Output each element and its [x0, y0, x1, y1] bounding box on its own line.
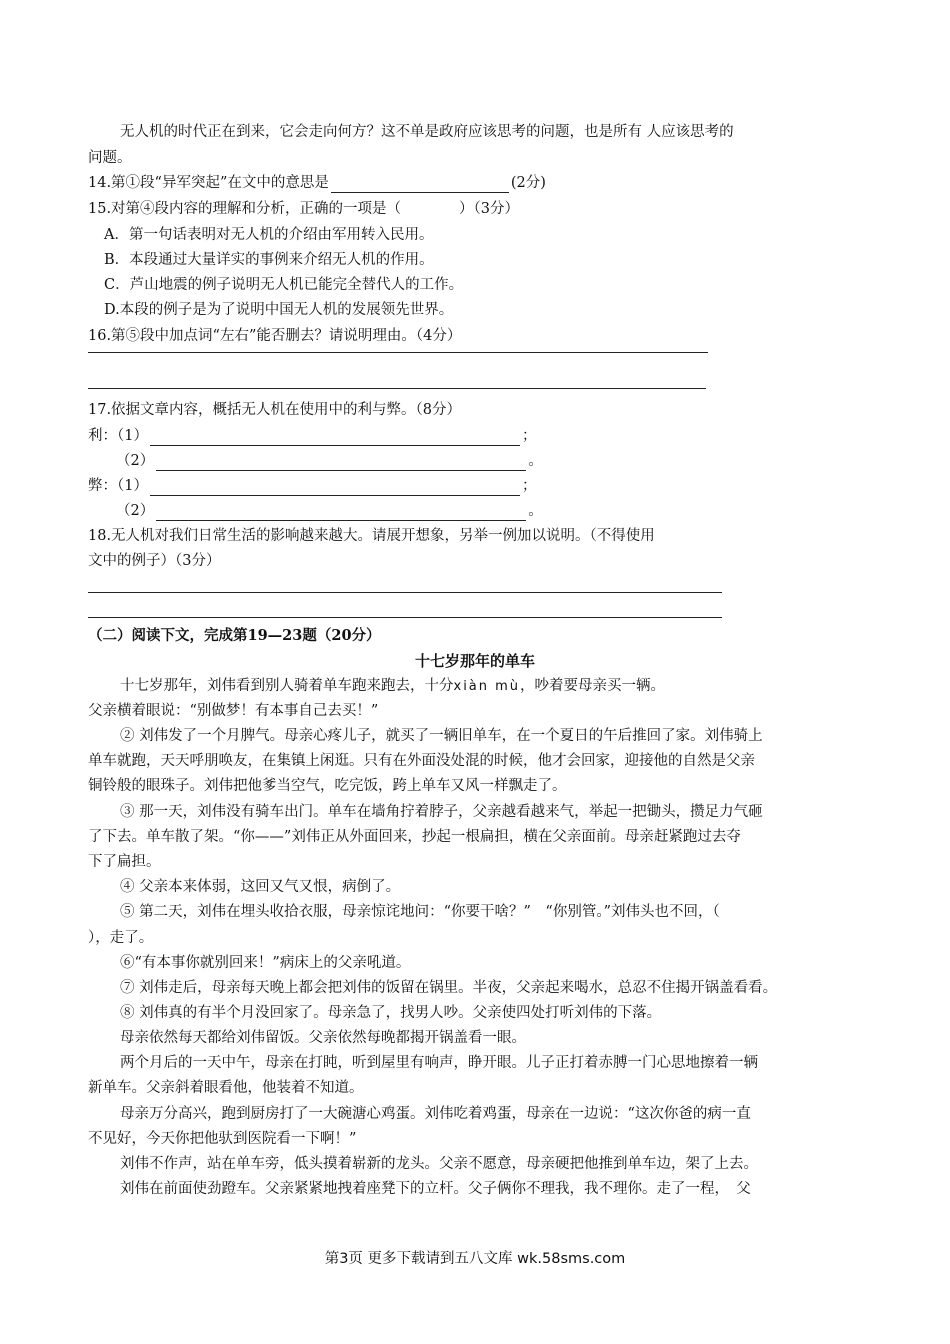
story-paragraph-1	[120, 676, 665, 697]
q17-li-2-period: 。	[528, 453, 543, 469]
q17-li-2-blank[interactable]	[156, 456, 526, 471]
q16-answer-line-1[interactable]	[88, 352, 708, 353]
story-title: 十七岁那年的单车	[414, 652, 535, 670]
page-footer: 第3页 更多下载请到五八文库 wk.58sms.com	[324, 1251, 626, 1267]
story-paragraph-9: ⑧ 刘伟真的有半个月没回家了。母亲急了，找男人吵。父亲使四处打听刘伟的下落。	[120, 1005, 662, 1021]
q18-answer-line-2[interactable]	[88, 617, 722, 618]
q14-score: (2分)	[510, 175, 546, 191]
q17-li-1-semi: ；	[521, 428, 537, 444]
section-2-heading: （二）阅读下文，完成第19—23题（20分）	[88, 627, 381, 644]
q17-li-num-2: （2）	[116, 453, 155, 469]
story-paragraph-13: 刘伟不作声，站在单车旁，低头摸着崭新的龙头。父亲不愿意，母亲硬把他推到单车边，架了上去。	[120, 1156, 758, 1172]
q14-stem: 14.第①段“异军突起”在文中的意思是	[88, 175, 329, 191]
story-p4-line-3: 下了扁担。	[88, 854, 161, 870]
q15-option-d: D.本段的例子是为了说明中国无人机的发展领先世界。	[104, 302, 454, 318]
q17-bi-num-2: （2）	[116, 503, 155, 519]
q18-answer-line-1[interactable]	[88, 592, 722, 593]
question-18-line-1: 18.无人机对我们日常生活的影响越来越大。请展开想象，另举一例加以说明。（不得使用	[88, 528, 655, 544]
story-paragraph-7: ⑥“有本事你就别回来！”病床上的父亲吼道。	[120, 955, 411, 971]
q17-bi-2-blank[interactable]	[156, 506, 526, 521]
story-p12-line-2: 不见好，今天你把他驮到医院看一下啊！”	[88, 1131, 357, 1147]
q17-bi-2-period: 。	[528, 503, 543, 519]
p1-text-after: ，吵着要母亲买一辆。	[520, 678, 666, 694]
story-p3-line-1: ② 刘伟发了一个月脾气。母亲心疼儿子，就买了一辆旧单车，在一个夏日的午后推回了家。刘伟骑上	[120, 728, 763, 744]
intro-line-1: 无人机的时代正在到来，它会走向何方？这不单是政府应该思考的问题，也是所有 人应该思考的	[120, 124, 734, 140]
story-p6-line-2: ），走了。	[88, 930, 154, 946]
story-p11-line-1: 两个月后的一天中午，母亲在打盹，听到屋里有响声，睁开眼。儿子正打着赤膊一门心思地擦着一辆	[120, 1055, 758, 1071]
p1-pinyin: xiàn mù	[453, 679, 521, 694]
q17-bi-1-blank[interactable]	[150, 481, 520, 496]
p1-text-before: 十七岁那年，刘伟看到别人骑着单车跑来跑去，十分	[120, 678, 454, 694]
question-14	[88, 173, 546, 193]
q17-li-num-1: （1）	[117, 428, 148, 444]
story-p4-line-2: 了下去。单车散了架。“你——”刘伟正从外面回来，抄起一根扁担，横在父亲面前。母亲赶紧跑过去夺	[88, 829, 741, 845]
story-paragraph-14: 刘伟在前面使劲蹬车。父亲紧紧地拽着座凳下的立杆。父子俩你不理我，我不理你。走了一程， 父	[120, 1181, 751, 1197]
story-p3-line-3: 铜铃般的眼珠子。刘伟把他爹当空气，吃完饭，跨上单车又风一样飘走了。	[88, 778, 567, 794]
question-15-stem: 15.对第④段内容的理解和分析，正确的一项是（ ）（3分）	[88, 201, 520, 217]
q15-option-c: C．芦山地震的例子说明无人机已能完全替代人的工作。	[104, 277, 464, 293]
q17-li-1-blank[interactable]	[150, 431, 520, 446]
q15-option-b: B．本段通过大量详实的事例来介绍无人机的作用。	[104, 252, 434, 268]
q17-li-2	[116, 451, 543, 471]
q17-bi-label: 弊：	[88, 478, 117, 494]
question-17-stem: 17.依据文章内容，概括无人机在使用中的利与弊。（8分）	[88, 402, 462, 418]
story-p12-line-1: 母亲万分高兴，跑到厨房打了一大碗溏心鸡蛋。刘伟吃着鸡蛋，母亲在一边说：“这次你爸的病一直	[120, 1106, 751, 1122]
story-paragraph-10: 母亲依然每天都给刘伟留饭。父亲依然每晚都揭开锅盖看一眼。	[120, 1030, 526, 1046]
q17-li-label: 利：	[88, 428, 117, 444]
intro-line-2: 问题。	[88, 150, 132, 166]
q17-li-1	[88, 426, 536, 446]
question-16-stem: 16.第⑤段中加点词“左右”能否删去？请说明理由。（4分）	[88, 328, 462, 344]
story-p6-line-1: ⑤ 第二天，刘伟在埋头收拾衣服，母亲惊诧地问：“你要干啥？” “你别管。”刘伟头也不回，（	[120, 904, 720, 920]
q14-answer-blank[interactable]	[331, 178, 509, 193]
q17-bi-1-semi: ；	[521, 478, 537, 494]
story-p3-line-2: 单车就跑，天天呼朋唤友，在集镇上闲逛。只有在外面没处混的时候，他才会回家，迎接他的自然是父亲	[88, 753, 755, 769]
story-paragraph-8: ⑦ 刘伟走后，母亲每天晚上都会把刘伟的饭留在锅里。半夜，父亲起来喝水，总忍不住揭开锅盖看看。	[120, 980, 778, 996]
story-p11-line-2: 新单车。父亲斜着眼看他，他装着不知道。	[88, 1080, 364, 1096]
q15-option-a: A．第一句话表明对无人机的介绍由军用转入民用。	[104, 227, 434, 243]
story-paragraph-5: ④ 父亲本来体弱，这回又气又恨，病倒了。	[120, 879, 401, 895]
q17-bi-1	[88, 476, 536, 496]
story-paragraph-2: 父亲横着眼说：“别做梦！有本事自己去买！”	[88, 703, 379, 719]
story-p4-line-1: ③ 那一天，刘伟没有骑车出门。单车在墙角拧着脖子，父亲越看越来气，举起一把锄头，攒足力气砸	[120, 804, 763, 820]
q16-answer-line-2[interactable]	[88, 388, 706, 389]
q17-bi-num-1: （1）	[117, 478, 148, 494]
question-18-line-2: 文中的例子）（3分）	[88, 553, 221, 569]
q17-bi-2	[116, 501, 543, 521]
